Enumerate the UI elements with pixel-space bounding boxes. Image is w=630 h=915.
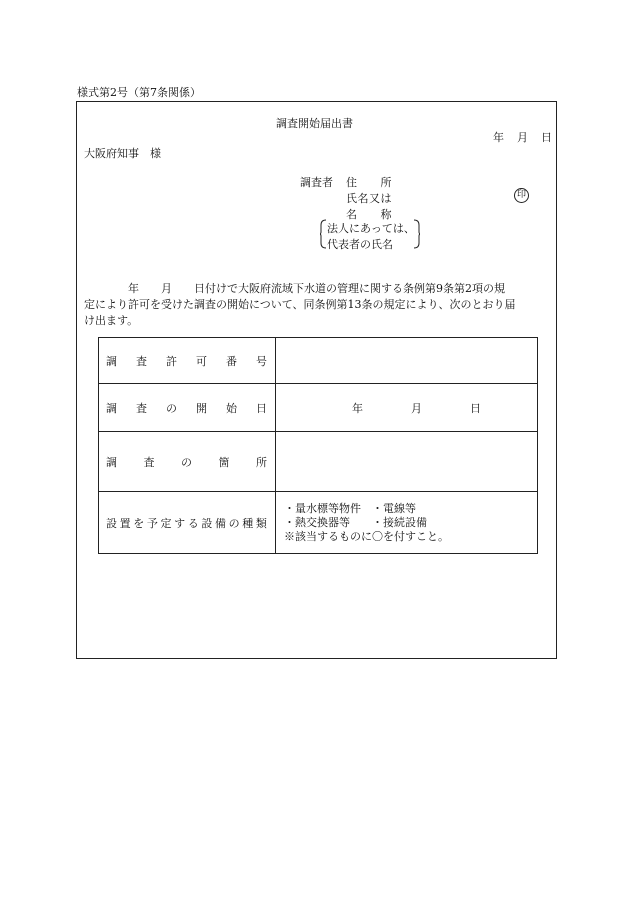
- label-char: 設: [201, 516, 213, 530]
- label-char: 置: [119, 516, 131, 530]
- equipment-note: ※該当するものに〇を付すこと。: [284, 529, 449, 543]
- corporate-note-line-2: 代表者の氏名: [327, 238, 393, 251]
- label-char: の: [228, 516, 240, 530]
- table-row-equipment: [99, 492, 538, 554]
- date-year: 年: [493, 131, 504, 144]
- equipment-option-line: ・熱交換器等 ・接続設備: [284, 515, 427, 529]
- date-day: 日: [541, 131, 552, 144]
- form-number-label: 様式第2号（第7条関係）: [77, 86, 201, 99]
- body-paragraph: [84, 281, 554, 329]
- value-survey-location[interactable]: [276, 432, 538, 492]
- entity-name-label: 名 称: [346, 208, 392, 221]
- label-char: 番: [226, 354, 237, 368]
- submission-date: [493, 129, 552, 145]
- label-char: す: [174, 516, 186, 530]
- value-start-date[interactable]: [276, 384, 538, 432]
- value-equipment-type[interactable]: [276, 492, 538, 554]
- address-label: 住 所: [346, 176, 392, 189]
- date-month: 月: [517, 131, 528, 144]
- label-start-date: [99, 384, 276, 432]
- equipment-option-line: ・量水標等物件 ・電線等: [284, 501, 416, 515]
- addressee: 大阪府知事 様: [84, 147, 161, 160]
- label-char: 調: [106, 354, 117, 368]
- table-row-location: [99, 432, 538, 492]
- label-char: 号: [256, 354, 267, 368]
- label-permit-number: [99, 338, 276, 384]
- label-char: る: [187, 516, 199, 530]
- table-row-start-date: [99, 384, 538, 432]
- label-char: 可: [196, 354, 207, 368]
- label-char: 備: [215, 516, 226, 530]
- label-char: 設: [106, 516, 117, 530]
- document-title: 調査開始届出書: [276, 117, 353, 130]
- label-equipment-type: [99, 492, 276, 554]
- label-char: の: [181, 455, 192, 469]
- body-line: 年 月 日付けで大阪府流域下水道の管理に関する条例第9条第2項の規: [84, 282, 505, 295]
- applicant-label: 調査者: [300, 176, 333, 189]
- label-char: を: [133, 516, 145, 530]
- label-char: 始: [226, 401, 237, 415]
- label-char: 所: [256, 455, 267, 469]
- label-char: 開: [196, 401, 207, 415]
- label-char: 箇: [218, 455, 230, 469]
- table-row-permit-number: [99, 338, 538, 384]
- label-char: の: [166, 401, 177, 415]
- label-char: 予: [146, 516, 158, 530]
- label-char: 調: [106, 401, 117, 415]
- seal-mark: 印: [514, 188, 529, 203]
- label-char: 査: [136, 401, 147, 415]
- label-char: 種: [242, 516, 254, 530]
- start-date-month: 月: [411, 401, 422, 415]
- label-char: 査: [143, 455, 155, 469]
- label-char: 許: [166, 354, 177, 368]
- label-char: 査: [136, 354, 147, 368]
- start-date-year: 年: [352, 401, 363, 415]
- label-char: 定: [160, 516, 172, 530]
- name-label: 氏名又は: [346, 192, 392, 205]
- corporate-note-line-1: 法人にあっては、: [327, 222, 415, 235]
- body-line: 定により許可を受けた調査の開始について、同条例第13条の規定により、次のとおり届: [84, 298, 516, 311]
- label-survey-location: [99, 432, 276, 492]
- label-char: 類: [255, 516, 267, 530]
- survey-info-table: [98, 337, 538, 554]
- start-date-day: 日: [470, 401, 481, 415]
- body-line: け出ます。: [84, 314, 139, 327]
- value-permit-number[interactable]: [276, 338, 538, 384]
- label-char: 調: [106, 455, 117, 469]
- label-char: 日: [256, 401, 267, 415]
